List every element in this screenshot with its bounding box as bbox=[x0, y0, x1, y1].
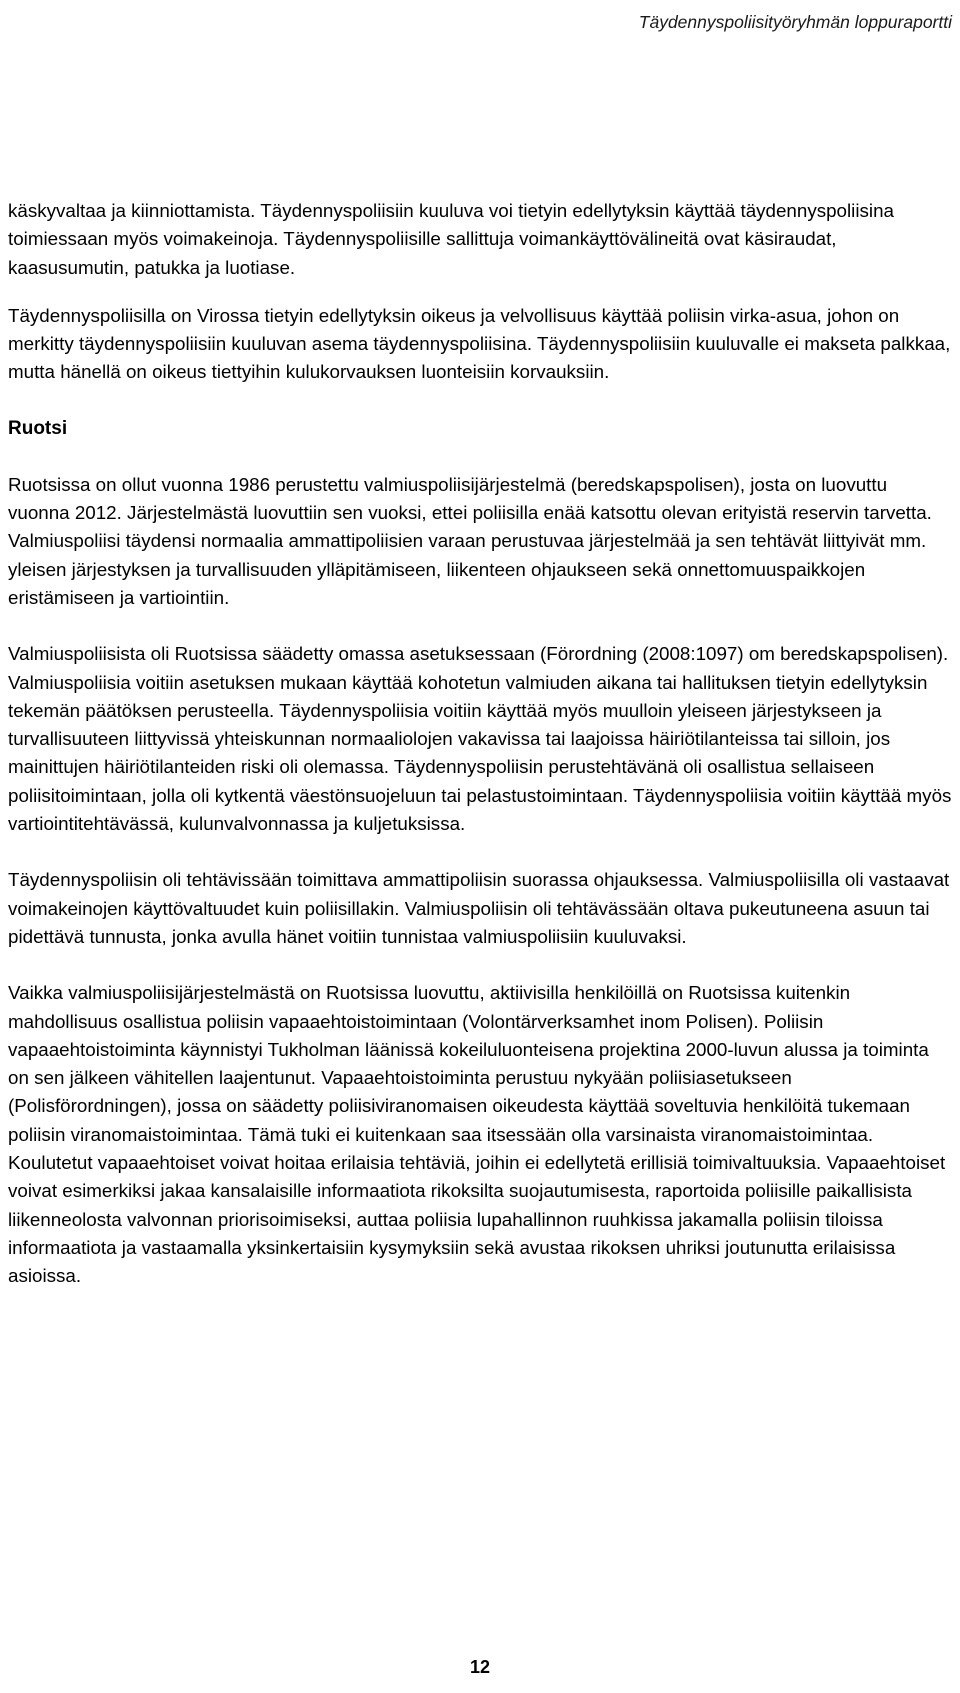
running-header: Täydennyspoliisityöryhmän loppuraportti bbox=[638, 12, 952, 32]
document-body bbox=[8, 197, 952, 1291]
paragraph-sweden-regulation: Valmiuspoliisista oli Ruotsissa säädetty omassa asetuksessaan (Förordning (2008:1097) om beredskapspolisen). Valmiuspoliisia voitiin asetuksen mukaan käyttää kohotetun valmiuden aikana tai hallituksen tietyin edellytyksin tekemän päätöksen perusteella. Täydennyspoliisia voitiin käyttää myös muulloin yleiseen järjestykseen ja turvallisuuteen liittyvissä yhteiskunnan normaaliolojen vakavissa tai laajoissa häiriötilanteissa tai silloin, jos mainittujen häiriötilanteiden riski oli olemassa. Täydennyspoliisin perustehtävänä oli osallistua sellaiseen poliisitoimintaan, jolla oli kytkentä väestönsuojeluun tai pelastustoimintaan. Täydennyspoliisia voitiin käyttää myös vartiointitehtävässä, kulunvalvonnassa ja kuljetuksissa. bbox=[8, 643, 952, 835]
paragraph-continuation: käskyvaltaa ja kiinniottamista. Täydennyspoliisiin kuuluva voi tietyin edellytyksin käyttää täydennyspoliisina toimiessaan myös voimakeinoja. Täydennyspoliisille sallittuja voimankäyttövälineitä ovat käsiraudat, kaasusumutin, patukka ja luotiase. bbox=[8, 200, 894, 278]
paragraph-estonia-uniform: Täydennyspoliisilla on Virossa tietyin edellytyksin oikeus ja velvollisuus käyttää poliisin virka-asua, johon on merkitty täydennyspoliisiin kuuluvan asema täydennyspoliisina. Täydennyspoliisiin kuuluvalle ei makseta palkkaa, mutta hänellä on oikeus tiettyihin kulukorvauksen luonteisiin korvauksiin. bbox=[8, 304, 951, 383]
paragraph-sweden-volunteers: Vaikka valmiuspoliisijärjestelmästä on Ruotsissa luovuttu, aktiivisilla henkilöillä on Ruotsissa kuitenkin mahdollisuus osallistua poliisin vapaaehtoistoimintaan (Volontärverksamhet inom Polisen). Poliisin vapaaehtoistoiminta käynnistyi Tukholman läänissä kokeiluluonteisena projektina 2000-luvun alussa ja toiminta on sen jälkeen vähitellen laajentunut. Vapaaehtoistoiminta perustuu nykyään poliisiasetukseen (Polisförordningen), jossa on säädetty poliisiviranomaisen oikeudesta käyttää soveltuvia henkilöitä tukemaan poliisin viranomaistoimintaa. Tämä tuki ei kuitenkaan saa itsessään olla varsinaista viranomaistoimintaa. Koulutetut vapaaehtoiset voivat hoitaa erilaisia tehtäviä, joihin ei edellytetä erillisiä toimivaltuuksia. Vapaaehtoiset voivat esimerkiksi jakaa kansalaisille informaatiota rikoksilta suojautumisesta, raportoida poliisille paikallisista liikenneolosta valvonnan priorisoimiseksi, auttaa poliisia lupahallinnon ruuhkissa jakamalla poliisin tiloissa informaatiota ja vastaamalla yksinkertaisiin kysymyksiin sekä avustaa rikoksen uhriksi joutunutta erilaisissa asioissa. bbox=[8, 982, 946, 1287]
page-number: 12 bbox=[469, 1657, 491, 1677]
section-heading-ruotsi: Ruotsi bbox=[8, 417, 68, 439]
paragraph-sweden-intro: Ruotsissa on ollut vuonna 1986 perustettu valmiuspoliisijärjestelmä (beredskapspolisen), josta on luovuttu vuonna 2012. Järjestelmästä luovuttiin sen vuoksi, ettei poliisilla enää katsottu olevan erityistä reservin tarvetta. Valmiuspoliisi täydensi normaalia ammattipoliisien varaan perustuvaa järjestelmää ja sen tehtävät liittyivät mm. yleisen järjestyksen ja turvallisuuden ylläpitämiseen, liikenteen ohjaukseen sekä onnettomuuspaikkojen eristämiseen ja vartiointiin. bbox=[8, 473, 932, 608]
paragraph-sweden-guidance: Täydennyspoliisin oli tehtävissään toimittava ammattipoliisin suorassa ohjauksessa. Valmiuspoliisilla oli vastaavat voimakeinojen käyttövaltuudet kuin poliisillakin. Valmiuspoliisin oli tehtävässään oltava pukeutuneena asuun tai pidettävä tunnusta, jonka avulla hänet voitiin tunnistaa valmiuspoliisiin kuuluvaksi. bbox=[8, 869, 950, 947]
